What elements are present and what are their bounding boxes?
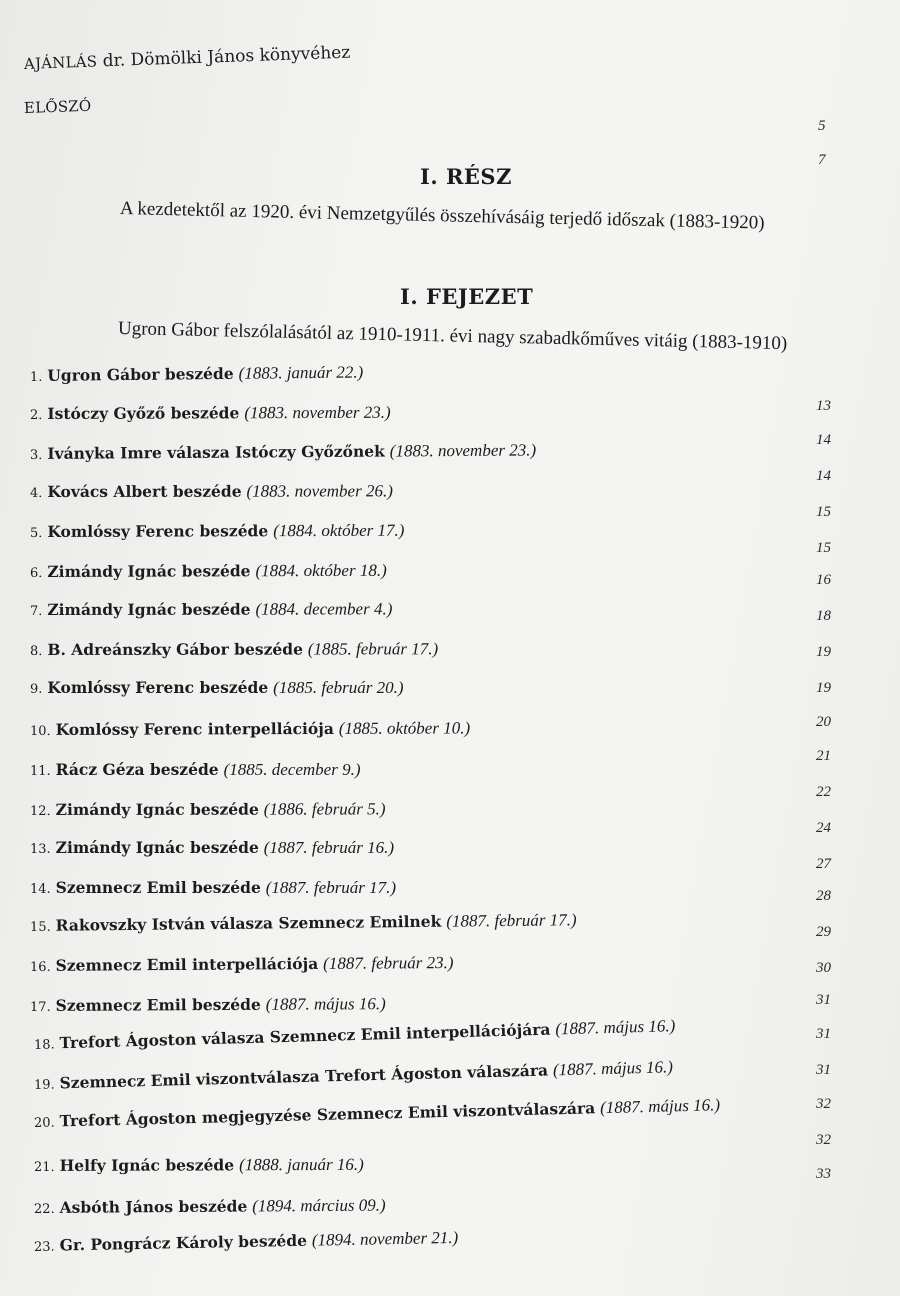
entry-title: Komlóssy Ferenc beszéde [47, 521, 269, 541]
entry-date: (1885. február 20.) [273, 678, 404, 697]
entry-title: Asbóth János beszéde [59, 1196, 248, 1217]
entry-title: B. Adreánszky Gábor beszéde [47, 639, 303, 659]
entry-date: (1887. február 16.) [263, 838, 395, 857]
entry-number: 6. [29, 565, 43, 581]
toc-entry [34, 1228, 459, 1256]
page-number: 15 [816, 504, 831, 520]
entry-title: Zimándy Ignác beszéde [47, 599, 251, 619]
entry-number: 14. [30, 882, 51, 897]
entry-number: 9. [30, 682, 43, 697]
entry-date: (1883. november 26.) [246, 481, 393, 501]
page-number: 19 [816, 680, 831, 696]
entry-date: (1885. október 10.) [338, 718, 471, 738]
entry-number: 4. [29, 485, 43, 501]
toc-entry [30, 599, 392, 620]
page-number: 31 [816, 1026, 831, 1042]
entry-title: Iványka Imre válasza Istóczy Győzőnek [47, 441, 385, 463]
entry-title: Komlóssy Ferenc beszéde [47, 678, 269, 697]
entry-title: Zimándy Ignác beszéde [55, 838, 259, 857]
entry-date: (1885. február 17.) [307, 639, 439, 659]
entry-number: 3. [29, 447, 43, 463]
entry-date: (1887. május 16.) [599, 1095, 721, 1118]
chapter-title: I. FEJEZET [400, 284, 534, 309]
ajanlas-text: dr. Dömölki János könyvéhez [102, 42, 351, 72]
toc-entry [30, 953, 454, 976]
part-title: I. RÉSZ [420, 164, 512, 189]
toc-entry [30, 678, 404, 698]
entry-title: Komlóssy Ferenc interpellációja [55, 718, 334, 739]
page-number: 14 [816, 468, 831, 484]
entry-number: 10. [29, 723, 51, 739]
page-number: 31 [816, 1062, 831, 1078]
ajanlas-entry [24, 43, 351, 74]
entry-number: 23. [33, 1239, 55, 1255]
entry-title: Zimándy Ignác beszéde [47, 561, 251, 581]
entry-date: (1887. május 16.) [265, 994, 386, 1014]
entry-date: (1894. március 09.) [252, 1195, 386, 1216]
entry-title: Szemnecz Emil viszontválasza Trefort Ágoston válaszára [59, 1060, 549, 1093]
toc-entry [34, 1095, 720, 1132]
entry-date: (1887. február 17.) [446, 910, 577, 931]
entry-title: Trefort Ágoston megjegyzése Szemnecz Emil viszontválaszára [59, 1098, 596, 1131]
eloszo-label: ELŐSZÓ [23, 96, 92, 117]
entry-date: (1885. december 9.) [223, 760, 361, 779]
entry-number: 18. [33, 1037, 55, 1053]
entry-date: (1883. január 22.) [238, 362, 364, 383]
front-page-number: 7 [818, 152, 826, 168]
toc-entry [30, 760, 361, 780]
entry-number: 13. [30, 842, 51, 857]
chapter-subtitle: Ugron Gábor felszólalásától az 1910-1911. évi nagy szabadkőműves vitáig (1883-1910) [117, 318, 788, 355]
page-number: 15 [816, 540, 831, 556]
entry-title: Szemnecz Emil interpellációja [55, 953, 319, 975]
entry-date: (1886. február 5.) [263, 799, 386, 819]
entry-number: 8. [29, 643, 43, 659]
page-number: 20 [816, 714, 831, 730]
entry-title: Rakovszky István válasza Szemnecz Emilnek [55, 911, 442, 935]
page-number: 29 [816, 924, 831, 940]
entry-number: 20. [33, 1115, 55, 1131]
page-number: 31 [816, 992, 831, 1008]
entry-number: 19. [33, 1077, 55, 1093]
entry-title: Kovács Albert beszéde [47, 481, 242, 501]
entry-number: 16. [29, 959, 51, 975]
entry-title: Gr. Pongrácz Károly beszéde [59, 1230, 308, 1255]
toc-entry [30, 403, 391, 424]
entry-number: 12. [29, 803, 51, 819]
page-number: 18 [816, 608, 831, 624]
entry-number: 5. [29, 525, 43, 541]
entry-title: Szemnecz Emil beszéde [55, 878, 261, 897]
entry-title: Istóczy Győző beszéde [47, 403, 240, 423]
entry-title: Helfy Ignác beszéde [59, 1155, 235, 1175]
entry-date: (1884. december 4.) [255, 599, 393, 619]
page-number: 21 [816, 748, 831, 764]
toc-entry [30, 799, 386, 820]
page-number: 33 [816, 1166, 831, 1182]
entry-date: (1883. november 23.) [244, 402, 391, 423]
toc-entry [30, 718, 470, 740]
entry-date: (1887. május 16.) [552, 1057, 674, 1080]
ajanlas-label: AJÁNLÁS [23, 52, 98, 73]
page-number: 19 [816, 644, 831, 660]
page-number: 13 [816, 398, 831, 414]
entry-date: (1894. november 21.) [311, 1227, 459, 1250]
page-number: 14 [816, 432, 831, 448]
toc-entry [34, 1057, 673, 1094]
page-number: 30 [816, 960, 831, 976]
toc-entry [30, 878, 396, 898]
page-number: 28 [816, 888, 831, 904]
toc-entry [30, 521, 405, 542]
entry-title: Rácz Géza beszéde [55, 760, 219, 779]
page-number: 16 [816, 572, 831, 588]
toc-entry [30, 481, 393, 502]
toc-entry [30, 910, 577, 936]
entry-date: (1887. május 16.) [555, 1016, 676, 1039]
toc-entry [30, 838, 394, 858]
entry-date: (1887. február 23.) [323, 953, 454, 973]
front-page-number: 5 [818, 118, 826, 134]
entry-title: Szemnecz Emil beszéde [55, 994, 261, 1015]
entry-date: (1883. november 23.) [389, 440, 537, 461]
entry-title: Ugron Gábor beszéde [47, 363, 234, 385]
entry-date: (1888. január 16.) [239, 1154, 364, 1175]
entry-date: (1887. február 17.) [265, 878, 397, 897]
entry-title: Zimándy Ignác beszéde [55, 799, 259, 819]
toc-entry [34, 1155, 364, 1176]
entry-number: 15. [29, 919, 51, 935]
toc-entry [30, 994, 386, 1016]
entry-date: (1884. október 17.) [273, 520, 405, 541]
entry-number: 21. [33, 1159, 55, 1175]
toc-entry [30, 363, 363, 386]
entry-number: 7. [29, 603, 43, 619]
part-subtitle: A kezdetektől az 1920. évi Nemzetgyűlés összehívásáig terjedő időszak (1883-1920) [119, 198, 765, 234]
toc-entry [34, 1196, 386, 1218]
toc-entry [30, 639, 438, 660]
page-number: 32 [816, 1096, 831, 1112]
toc-entry [30, 561, 387, 582]
page-number: 24 [816, 820, 831, 836]
page-number: 22 [816, 784, 831, 800]
entry-number: 11. [30, 764, 51, 779]
page-number: 32 [816, 1132, 831, 1148]
entry-number: 22. [33, 1201, 55, 1217]
entry-date: (1884. október 18.) [255, 560, 387, 581]
entry-number: 17. [29, 999, 51, 1015]
entry-title: Trefort Ágoston válasza Szemnecz Emil interpellációjára [59, 1019, 551, 1053]
page-number: 27 [816, 856, 831, 872]
eloszo-entry [24, 96, 92, 118]
toc-entry [30, 440, 536, 464]
entry-number: 1. [29, 369, 43, 385]
toc-entry [34, 1016, 676, 1054]
entry-number: 2. [29, 407, 43, 423]
